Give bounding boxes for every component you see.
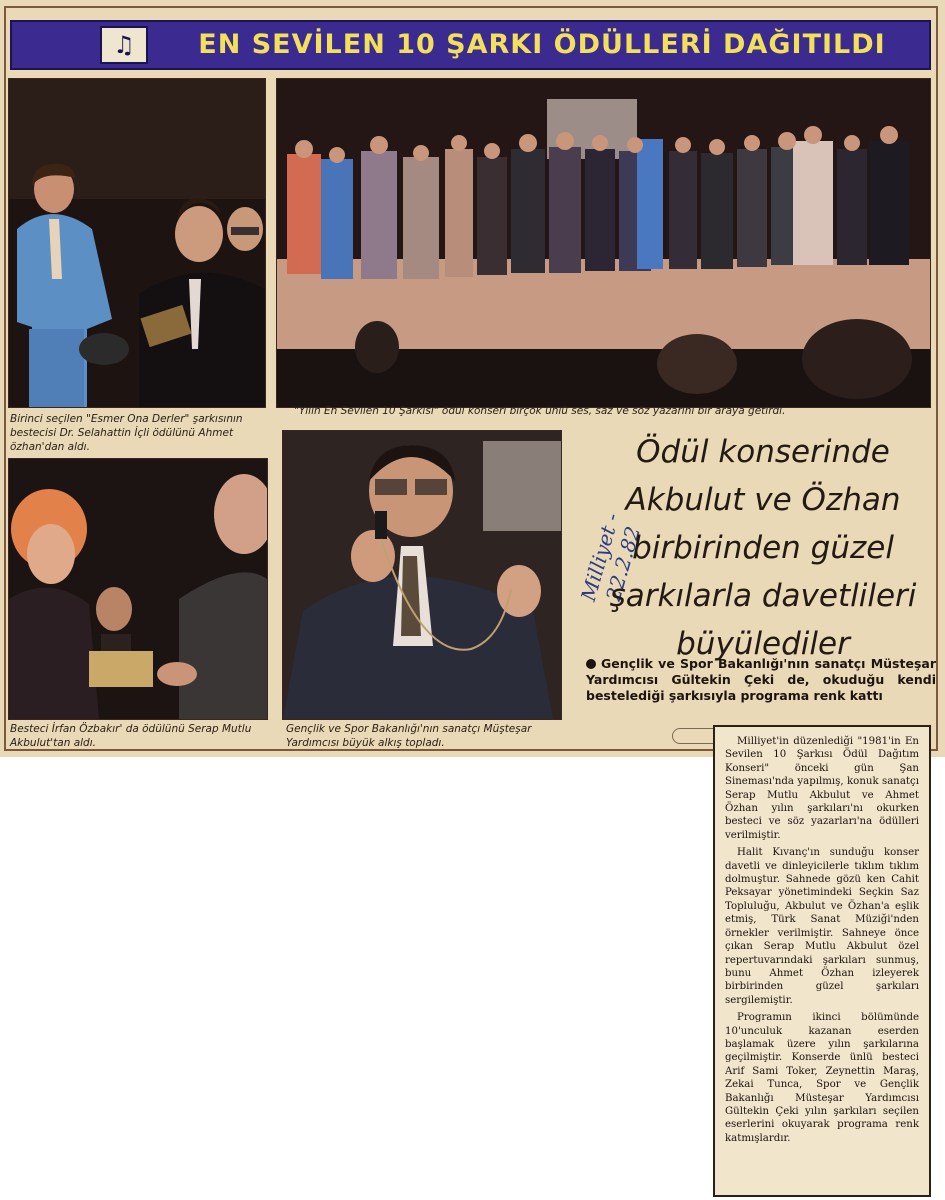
headline-banner [10,20,931,70]
article-paragraph: Halit Kıvanç'ın sunduğu konser davetli ve dinleyicilerle tıklım tıklım dolmuştur. Sahnede gözü ken Cahit Peksayar yönetimindeki Seçkin Saz Topluluğu, Akbulut ve Özhan'a eşlik etmiş, Türk Sanat Müziği'nden örnekler verilmiştir. Sahneye önce çıkan Serap Mutlu Akbulut özel repertuvarındaki şarkıları sunmuş, bunu Ahmet Özhan izleyerek birbirinden güzel şarkıları sergilemiştir. [725,847,919,1006]
headline-line: şarkılarla davetlileri [609,578,917,614]
caption-photo-singer-microphone: Gençlik ve Spor Bakanlığı'nın sanatçı Müşteşar Yardımcısı büyük alkış topladı. [286,723,532,749]
headline-line: büyülediler [676,626,850,662]
photo-singer-microphone [282,430,562,720]
photo-award-handover [8,78,266,408]
headline-line: birbirinden güzel [632,530,894,566]
article-paragraph: Milliyet'in düzenlediği "1981'in En Sevilen 10 Şarkısı Ödül Dağıtım Konseri" önceki gün Şan Sineması'nda yapılmış, konuk sanatçı Serap Mutlu Akbulut ve Ahmet Özhan yılın şarkıları'nı okurken besteci ve söz yazarları'na ödülleri verilmiştir. [725,736,919,841]
article-body [713,725,931,1197]
music-notes-icon: ♫ [100,26,148,64]
banner-title: EN SEVİLEN 10 ŞARKI ÖDÜLLERİ DAĞITILDI [198,29,886,60]
headline-line: Akbulut ve Özhan [625,482,901,518]
article-headline [598,428,928,668]
article-paragraph: Programın ikinci bölümünde 10'unculuk kazanan eserden başlamak üzere yılın şarkılarına geçilmiştir. Konserde ünlü besteci Arif Sami Toker, Zeynettin Maraş, Zekai Tunca, Spor ve Gençlik Bakanlığı Müsteşar Yardımcısı Gültekin Çeki yılın şarkıları seçilen eserlerini okuyarak programa renk katmışlardır. [725,1012,919,1144]
photo-presenter-award [8,458,268,720]
bullet-icon [586,659,596,669]
headline-line: Ödül konserinde [636,434,890,470]
article-lead [586,656,936,704]
caption-photo-stage-group: "Yılın En Sevilen 10 Şarkısı" ödül konseri birçok ünlü ses, saz ve söz yazarını bir araya getirdi. [294,405,786,417]
caption-photo-award-handover: Birinci seçilen "Esmer Ona Derler" şarkısının bestecisi Dr. Selahattin İçli ödülünü Ahmet özhan'dan aldı. [10,413,243,453]
handwritten-date-stamp: Milliyet - 22.2.82 [576,510,646,604]
caption-photo-presenter-award: Besteci İrfan Özbakır' da ödülünü Serap Mutlu Akbulut'tan aldı. [10,723,252,749]
lead-text: Gençlik ve Spor Bakanlığı'nın sanatçı Müsteşar Yardımcısı Gültekin Çeki de, okuduğu kendi bestelediği şarkısıyla programa renk kattı [586,656,936,703]
photo-stage-group [276,78,931,408]
